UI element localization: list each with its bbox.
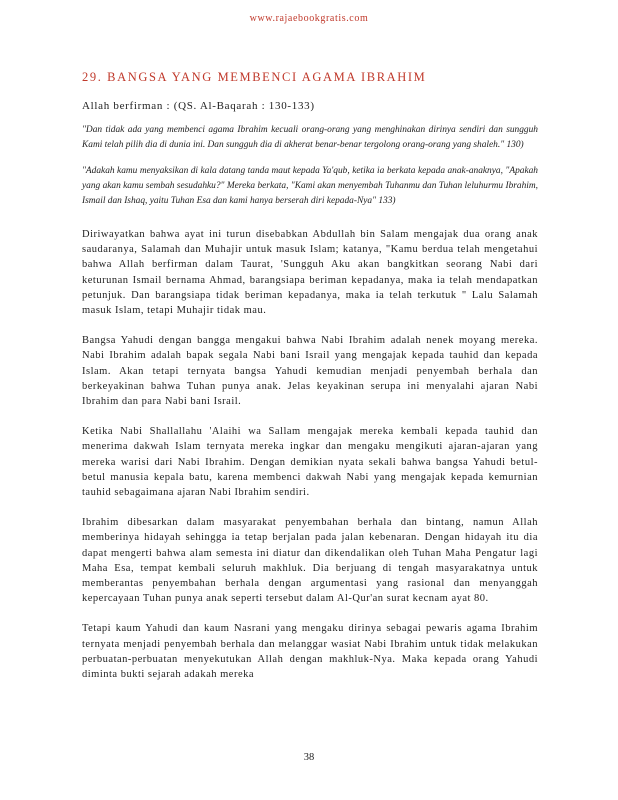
page-content — [82, 70, 538, 697]
body-paragraph: Ketika Nabi Shallallahu 'Alaihi wa Sallam mengajak mereka kembali kepada tauhid dan menerima dakwah Islam ternyata mereka ingkar dan mengaku mengikuti ajaran-ajaran yang mereka warisi dari Nabi Ibrahim. Dengan demikian nyata sekali bahwa bangsa Yahudi betul-betul manusia kepala batu, karena membenci dakwah Nabi yang mengajak kepada kemurnian tauhid sebagaimana ajaran Nabi Ibrahim sendiri. — [82, 426, 538, 499]
body-paragraph: Tetapi kaum Yahudi dan kaum Nasrani yang mengaku dirinya sebagai pewaris agama Ibrahim ternyata menjadi penyembah berhala dan melanggar wasiat Nabi Ibrahim untuk tidak melakukan perbuatan-perbuatan menyekutukan Allah dengan makhluk-Nya. Maka kepada orang Yahudi diminta bukti sejarah adakah mereka — [82, 623, 538, 681]
body-paragraph: Diriwayatkan bahwa ayat ini turun disebabkan Abdullah bin Salam mengajak dua orang anak saudaranya, Salamah dan Muhajir untuk masuk Islam; katanya, "Kamu berdua telah mengetahui bahwa Allah berfirman dalam Taurat, 'Sungguh Aku akan bangkitkan seorang Nabi dari keturunan Ismail bernama Ahmad, barangsiapa beriman kepadanya, maka ia telah mendapatkan petunjuk. Dan barangsiapa tidak beriman kepadanya, maka ia telah terkutuk " Lalu Salamah masuk Islam, tetapi Muhajir tidak mau. — [82, 229, 538, 317]
verse-quote-133: "Adakah kamu menyaksikan di kala datang tanda maut kepada Ya'qub, ketika ia berkata kepada anak-anaknya, "Apakah yang akan kamu sembah sesudahku?" Mereka berkata, "Kami akan menyembah Tuhanmu dan Tuhan leluhurmu Ibrahim, Ismail dan Ishaq, yaitu Tuhan Esa dan kami hanya berserah diri kepada-Nya" 133) — [82, 166, 538, 206]
chapter-title: 29. BANGSA YANG MEMBENCI AGAMA IBRAHIM — [82, 70, 427, 84]
body-paragraph: Ibrahim dibesarkan dalam masyarakat penyembahan berhala dan bintang, namun Allah memberinya hidayah sehingga ia tetap berjalan pada jalan kebenaran. Dengan hidayah itu dia dapat mengerti bahwa alam semesta ini diatur dan dikendalikan oleh Tuhan Maha Pengatur lagi Maha Esa, tempat kembali seluruh makhluk. Dia berjuang di tengah masyarakatnya untuk memberantas penyembahan berhala dengan argumentasi yang rasional dan menyanggah kepercayaan Tuhan punya anak seperti tersebut dalam Al-Qur'an surat kecnam ayat 80. — [82, 517, 538, 605]
site-url-header[interactable]: www.rajaebookgratis.com — [249, 13, 369, 24]
chapter-intro: Allah berfirman : (QS. Al-Baqarah : 130-133) — [82, 100, 315, 112]
page-number: 38 — [303, 752, 315, 763]
body-paragraph: Bangsa Yahudi dengan bangga mengakui bahwa Nabi Ibrahim adalah nenek moyang mereka. Nabi Ibrahim adalah bapak segala Nabi bani Israil yang mengajak kepada tauhid dan kepada Islam. Akan tetapi ternyata bangsa Yahudi kemudian menjadi penyembah berhala dan berkeyakinan bahwa Tuhan punya anak. Jelas keyakinan serupa ini menyalahi ajaran Nabi Ibrahim dan para Nabi bani Israil. — [82, 335, 538, 408]
verse-quote-130: "Dan tidak ada yang membenci agama Ibrahim kecuali orang-orang yang menghinakan dirinya sendiri dan sungguh Kami telah pilih dia di dunia ini. Dan sungguh dia di akherat benar-benar tergolong orang-orang yang shaleh." 130) — [82, 125, 538, 150]
